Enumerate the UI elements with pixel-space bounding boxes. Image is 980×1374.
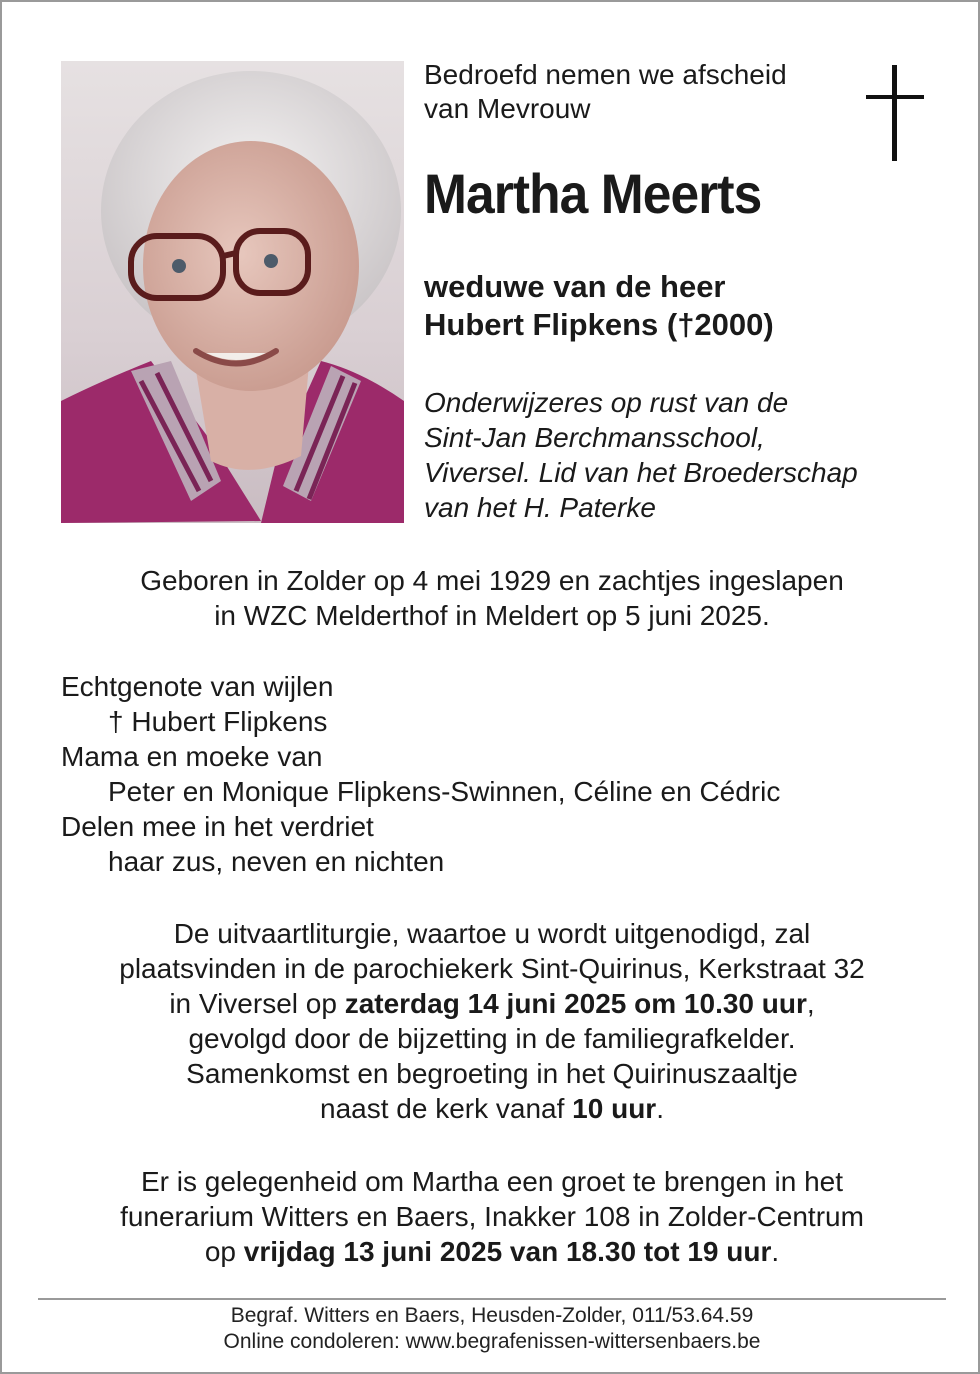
footer [32,1303,952,1355]
occupation-line: Onderwijzeres op rust van de [424,387,789,418]
visit-line-suffix: . [771,1236,780,1267]
funeral-line [32,986,952,1021]
widow-of [424,268,774,344]
funeral-line-prefix: naast de kerk vanaf [320,1093,573,1124]
visit-line-prefix: op [204,1236,244,1267]
grief-heading: Delen mee in het verdriet [61,811,374,842]
visit-line: funerarium Witters en Baers, Inakker 108 in Zolder-Centrum [120,1201,864,1232]
visitation-date-time: vrijdag 13 juni 2025 van 18.30 tot 19 uur [243,1236,772,1267]
occupation-line: van het H. Paterke [424,492,656,523]
birth-line: in WZC Melderthof in Meldert op 5 juni 2025. [214,600,770,631]
footer-divider [38,1298,946,1300]
funeral-home-contact: Begraf. Witters en Baers, Heusden-Zolder, 011/53.64.59 [230,1304,754,1327]
funeral-line: gevolgd door de bijzetting in de familiegrafkelder. [188,1023,796,1054]
birth-death-info [32,563,952,633]
occupation-line: Sint-Jan Berchmansschool, [424,422,765,453]
children-heading: Mama en moeke van [61,741,323,772]
visit-line: Er is gelegenheid om Martha een groet te brengen in het [140,1166,843,1197]
family-list [61,669,780,879]
funeral-line-prefix: in Viversel op [169,988,345,1019]
spouse-name: † Hubert Flipkens [108,706,328,737]
funeral-date-time: zaterdag 14 juni 2025 om 10.30 uur [344,988,807,1019]
online-condolence-link[interactable]: Online condoleren: www.begrafenissen-wittersenbaers.be [223,1330,761,1353]
funeral-line [32,1091,952,1126]
birth-line: Geboren in Zolder op 4 mei 1929 en zachtjes ingeslapen [140,565,844,596]
visitation-info [32,1164,952,1269]
intro-text [424,58,787,126]
funeral-line: plaatsvinden in de parochiekerk Sint-Quirinus, Kerkstraat 32 [119,953,865,984]
funeral-line-suffix: . [656,1093,664,1124]
widow-line: Hubert Flipkens (†2000) [424,307,774,342]
intro-line: van Mevrouw [424,93,591,124]
funeral-line: De uitvaartliturgie, waartoe u wordt uitgenodigd, zal [173,918,811,949]
deceased-name: Martha Meerts [424,162,762,225]
widow-line: weduwe van de heer [424,269,726,304]
funeral-line: Samenkomst en begroeting in het Quirinuszaaltje [186,1058,798,1089]
spouse-heading: Echtgenote van wijlen [61,671,334,702]
visit-line [32,1234,952,1269]
occupation-text [424,385,858,525]
occupation-line: Viversel. Lid van het Broederschap [424,457,858,488]
funeral-line-suffix: , [806,988,815,1019]
children-names: Peter en Monique Flipkens-Swinnen, Céline en Cédric [108,776,781,807]
portrait-photo [61,61,404,523]
latin-cross-icon [866,65,924,161]
grief-names: haar zus, neven en nichten [108,846,445,877]
intro-line: Bedroefd nemen we afscheid [424,59,787,90]
funeral-info [32,916,952,1126]
gathering-time: 10 uur [572,1093,657,1124]
